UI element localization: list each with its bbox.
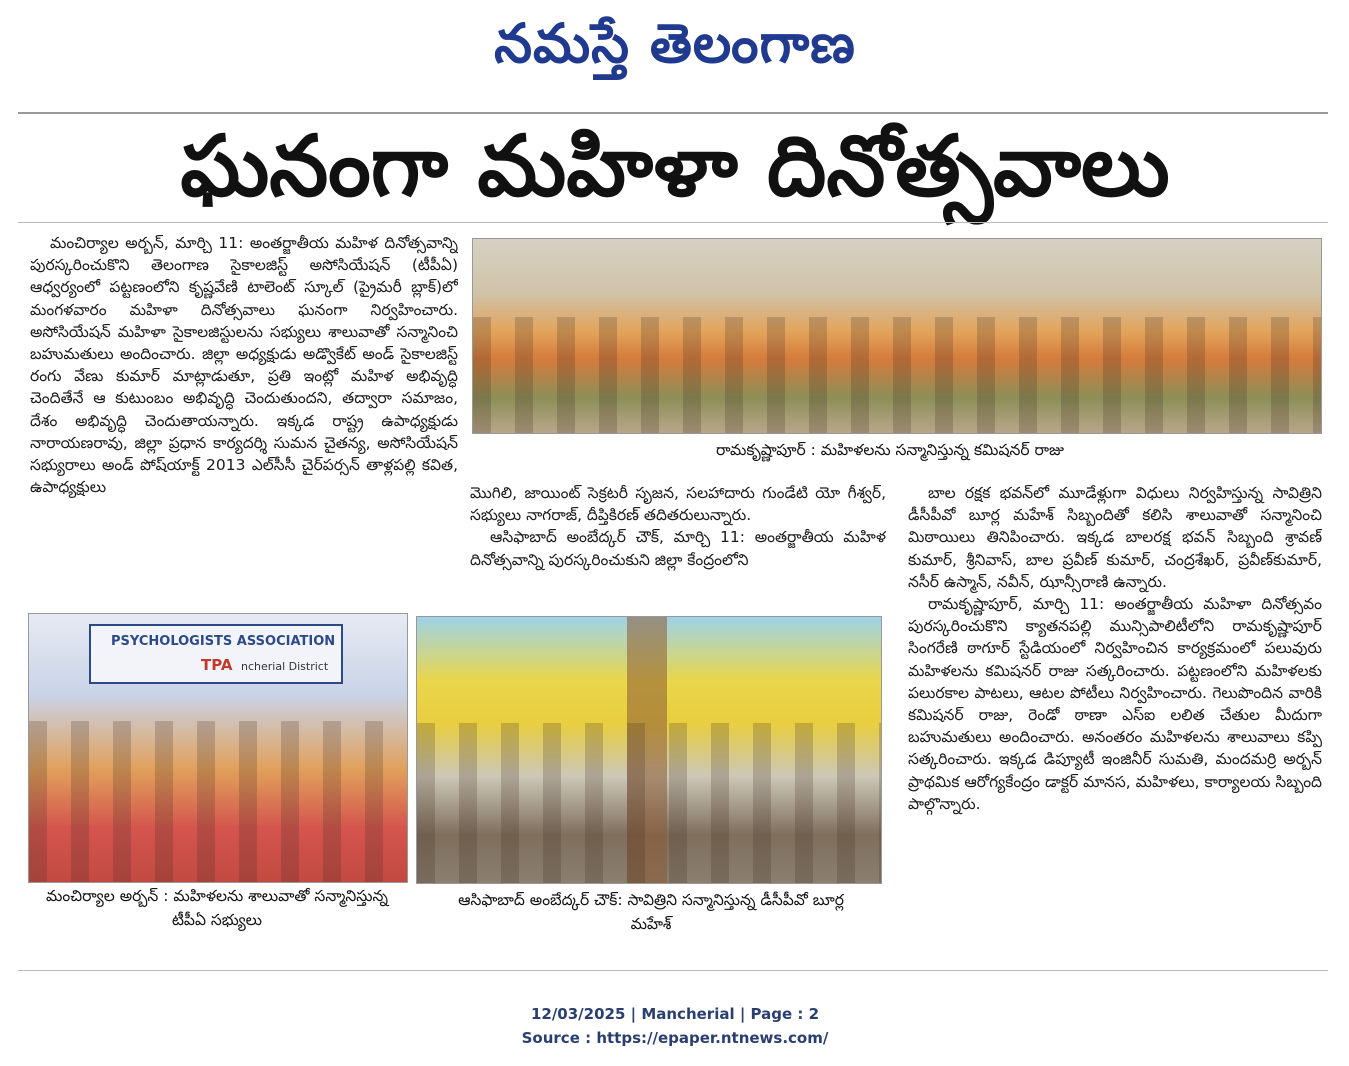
footer-source-line[interactable]: Source : https://epaper.ntnews.com/ bbox=[521, 1029, 829, 1047]
photo-tpa-members bbox=[28, 613, 408, 883]
masthead-logo: నమస్తే తెలంగాణ bbox=[494, 11, 856, 75]
article-paragraph: ఆసిఫాబాద్ అంబేద్కర్ చౌక్, మార్చి 11: అంతర్జాతీయ మహిళ దినోత్సవాన్ని పురస్కరించుకుని జిల్లా కేంద్రంలోని bbox=[470, 528, 886, 569]
photo-people-silhouettes bbox=[29, 721, 407, 882]
photo-savitri-honour bbox=[416, 616, 882, 884]
footer-date-line: 12/03/2025 | Mancherial | Page : 2 bbox=[530, 1005, 820, 1023]
article-paragraph: మంచిర్యాల అర్బన్, మార్చి 11: అంతర్జాతీయ మహిళ దినోత్సవాన్ని పురస్కరించుకొని తెలంగాణ సైకాలజిస్ట్ అసోసియేషన్ (టీపీఏ) ఆధ్వర్యంలో పట్టణంలోని కృష్ణవేణి టాలెంట్ స్కూల్ (ప్రైమరీ బ్లాక్)లో మంగళవారం మహిళా దినోత్సవాలు ఘనంగా నిర్వహించారు. అసోసియేషన్ మహిళా సైకాలజిస్టులను సభ్యులు శాలువాతో సన్మానించి బహుమతులు అందించారు. జిల్లా అధ్యక్షుడు అడ్వొకేట్ అండ్ సైకాలజిస్ట్ రంగు వేణు కుమార్ మాట్లాడుతూ, ప్రతి ఇంట్లో మహిళ అభివృద్ధి చెందితేనే ఆ కుటుంబం అభివృద్ధి చెందుతుందని, తద్వారా సమాజం, దేశం అభివృద్ధి చెందుతాయన్నారు. ఇక్కడ రాష్ట్ర ఉపాధ్యక్షుడు నారాయణరావు, జిల్లా ప్రధాన కార్యదర్శి సుమన చైతన్య, అసోసియేషన్ సభ్యురాలు అండ్ పోష్‌యాక్ట్ 2013 ఎల్‌సీసీ చైర్‌పర్సన్ తాళ్లపల్లి కవిత, ఉపాధ్యక్షులు bbox=[30, 234, 458, 497]
banner-district: ncherial District bbox=[241, 660, 329, 673]
caption-left: మంచిర్యాల అర్బన్ : మహిళలను శాలువాతో సన్మానిస్తున్న టీపీఏ సభ్యులు bbox=[46, 887, 388, 929]
article-column-middle bbox=[470, 482, 886, 592]
article-paragraph: రామకృష్ణాపూర్, మార్చి 11: అంతర్జాతీయ మహిళా దినోత్సవం పురస్కరించుకొని క్యాతనపల్లి మున్సిపాలిటీలోని రామకృష్ణాపూర్ సింగరేణి ఠాగూర్ స్టేడియంలో నిర్వహించిన కార్యక్రమంలో పలువురు మహిళలను కమిషనర్ రాజు సత్కరించారు. పట్టణంలోని మహిళలకు పలురకాల పాటలు, ఆటల పోటీలు నిర్వహించారు. గెలుపొందిన వారికి కమిషనర్ రాజు, రెండో ఠాణా ఎస్‌ఐ లలిత చేతుల మీదుగా బహుమతులు అందించారు. అనంతరం మహిళలను శాలువాలు కప్పి సత్కరించారు. ఇక్కడ డిప్యూటీ ఇంజినీర్ సుమతి, మందమర్రి అర్బన్ ప్రాథమిక ఆరోగ్యకేంద్రం డాక్టర్ మానస, మహిళలు, కార్యాలయ సిబ్బంది పాల్గొన్నారు. bbox=[908, 595, 1322, 813]
article-column-left bbox=[30, 232, 458, 602]
banner-tpa: TPA bbox=[201, 656, 233, 674]
caption-main: రామకృష్ణాపూర్ : మహిళలను సన్మానిస్తున్న కమిషనర్ రాజు bbox=[715, 441, 1065, 459]
photo-main-group bbox=[472, 238, 1322, 434]
caption-middle: ఆసిఫాబాద్ అంబేద్కర్ చౌక్: సావిత్రిని సన్మానిస్తున్న డీసీపీవో బూర్ల మహేశ్ bbox=[458, 891, 844, 933]
article-paragraph: బాల రక్షక భవన్‌లో మూడేళ్లుగా విధులు నిర్వహిస్తున్న సావిత్రిని డీసీపీవో బూర్ల మహేశ్ సిబ్బందితో కలిసి శాలువాతో సన్మానించి మిఠాయిలు తినిపించారు. ఇక్కడ బాలరక్ష భవన్ సిబ్బంది శ్రావణ్ కుమార్, శ్రీనివాస్, బాల ప్రవీణ్ కుమార్, చంద్రశేఖర్, ప్రవీణ్‌కుమార్, నసీర్ ఉస్మాన్, నవీన్, ఝాన్సీరాణి ఉన్నారు. bbox=[908, 484, 1322, 591]
divider-headline bbox=[18, 222, 1328, 223]
photo-banner bbox=[89, 624, 343, 684]
article-paragraph: మొగిలి, జాయింట్ సెక్రటరీ సృజన, సలహాదారు గుండేటి యో గీశ్వర్, సభ్యులు నాగరాజ్, దీప్తికిరణ్ తదితరులున్నారు. bbox=[470, 484, 886, 525]
photo-people-silhouettes bbox=[417, 723, 881, 883]
photo-people-silhouettes bbox=[473, 317, 1321, 433]
divider-bottom bbox=[18, 970, 1328, 971]
banner-text: PSYCHOLOGISTS ASSOCIATION bbox=[111, 634, 336, 649]
article-column-right bbox=[908, 482, 1322, 960]
headline: ఘనంగా మహిళా దినోత్సవాలు bbox=[180, 117, 1170, 215]
